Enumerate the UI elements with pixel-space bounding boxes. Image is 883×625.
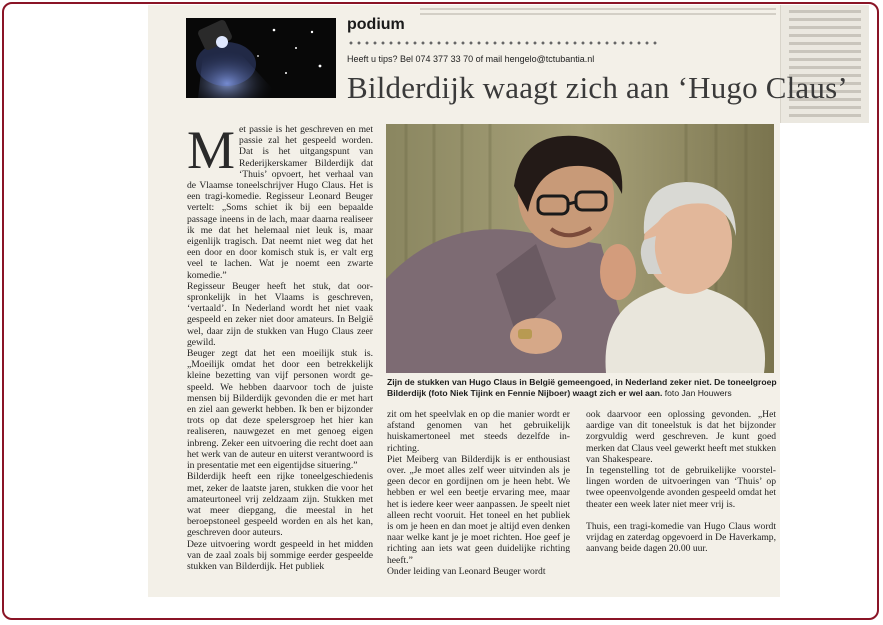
paragraph: ook daarvoor een oplossing gevonden. „Het aardige van dit toneelstuk is dat het bijzonder zorgvuldig werd geschreven. Je kunt goed merken dat Claus veel gewerkt heeft met stukken van Shakespeare.: [586, 409, 776, 465]
article-column-2: [387, 409, 570, 577]
paragraph: Piet Meiberg van Bilderdijk is er enthousiast over. „Je moet alles zelf weer uitvinden als je geen decor en gordijnen om je heen hebt. We hebben er wel een beetje ervaring mee, maar het is iedere keer weer aanpassen. Je speelt niet alleen recht vooruit. Het toneel en het publiek is om je heen en dan moet je altijd even denken naar welke kant je je moet richten. Hoe geef je richting aan iets wat geen duidelijke richting heeft.”: [387, 453, 570, 566]
article-column-1: [187, 120, 373, 572]
section-rubric: podium: [347, 16, 405, 33]
paragraph: et passie is het geschreven en met passie zal het gespeeld worden. Dat is het uitgangspunt van Rederijkerskamer Bilderdijk dat ‘Thuis’ opvoert, het verhaal van de Vlaamse toneelschrijver Hugo Claus. Het is een tragi-komedie. Regisseur Leonard Beuger vertelt: „Soms schiet ik bij een bepaalde passage ineens in de lach, maar daarna realiseer ik me dat het helemaal niet leuk is, maar eigenlijk tragisch. Dat neemt niet weg dat het een door en door komisch stuk is, er valt erg veel te lachen. Wat je noemt een zwarte komedie.”: [187, 124, 373, 281]
paragraph: Beuger zegt dat het een moeilijk stuk is. „Moeilijk omdat het door een betrekkelijk kleine bezetting van vijf personen wordt gespeeld. We hebben daarvoor toch de juiste mensen bij Bilderdijk gevonden die er met hart en ziel aan gewerkt hebben. Ik ben er bijzonder trots op dat deze spelersgroep het hier kan realiseren, nauwgezet en met genoeg eigen inbreng. Zeker een uitvoering die recht doet aan het werk van de auteur en uiterst verantwoord is in presentatie met een eigentijdse situering.”: [187, 348, 373, 472]
headline: Bilderdijk waagt zich aan ‘Hugo Claus’: [347, 70, 848, 105]
paragraph: In tegenstelling tot de gebruikelijke voorstellingen worden de uitvoeringen van ‘Thuis’ op twee opeenvolgende avonden gespeeld omdat het theater een week later niet meer vrij is.: [586, 465, 776, 510]
article-photo: [386, 124, 774, 373]
dotted-rule: [347, 41, 657, 45]
paragraph: Bilderdijk heeft een rijke toneelgeschiedenis met, zeker de laatste jaren, stukken die voor het amateurtoneel vrij zeldzaam zijn. Stukken met wat meer diepgang, die meestal in het beroepstoneel gespeeld worden en als het kan, geschreven door auteurs.: [187, 471, 373, 539]
drop-cap: M: [187, 120, 236, 180]
paragraph: Deze uitvoering wordt gespeeld in het midden van de zaal zoals bij sommige eerder gespeelde stukken van Bilderdijk. Het publiek: [187, 538, 373, 572]
article-column-3: [586, 409, 776, 554]
caption-text: Zijn de stukken van Hugo Claus in België gemeengoed, in Nederland zeker niet. De toneelgroep Bilderdijk (foto Niek Tijink en Fennie Nijboer) waagt zich er wel aan.: [387, 377, 777, 398]
adjacent-article-scrap: [420, 5, 776, 19]
photo-credit: foto Jan Houwers: [664, 388, 732, 398]
photo-caption: [387, 377, 777, 399]
closing-paragraph: Thuis, een tragi-komedie van Hugo Claus wordt vrijdag en zaterdag opgevoerd in De Haverkamp, aanvang beide dagen 20.00 uur.: [586, 520, 776, 555]
spotlight-header-image: [186, 18, 336, 98]
paragraph: zit om het speelvlak en op die manier wordt er afstand genomen van het gebruikelijk huiskamertoneel met steeds dezelfde inrichting.: [387, 409, 570, 454]
paragraph: Regisseur Beuger heeft het stuk, dat oorspronkelijk in het Vlaams is geschreven, ‘vertaald’. In Nederland wordt het niet vaak gespeeld en zeker niet door amateurs. In België wel, daar zijn de stukken van Hugo Claus zeer gewild.: [187, 280, 373, 348]
paragraph: Onder leiding van Leonard Beuger wordt: [387, 565, 546, 577]
tips-line: Heeft u tips? Bel 074 377 33 70 of mail hengelo@tctubantia.nl: [347, 54, 595, 64]
